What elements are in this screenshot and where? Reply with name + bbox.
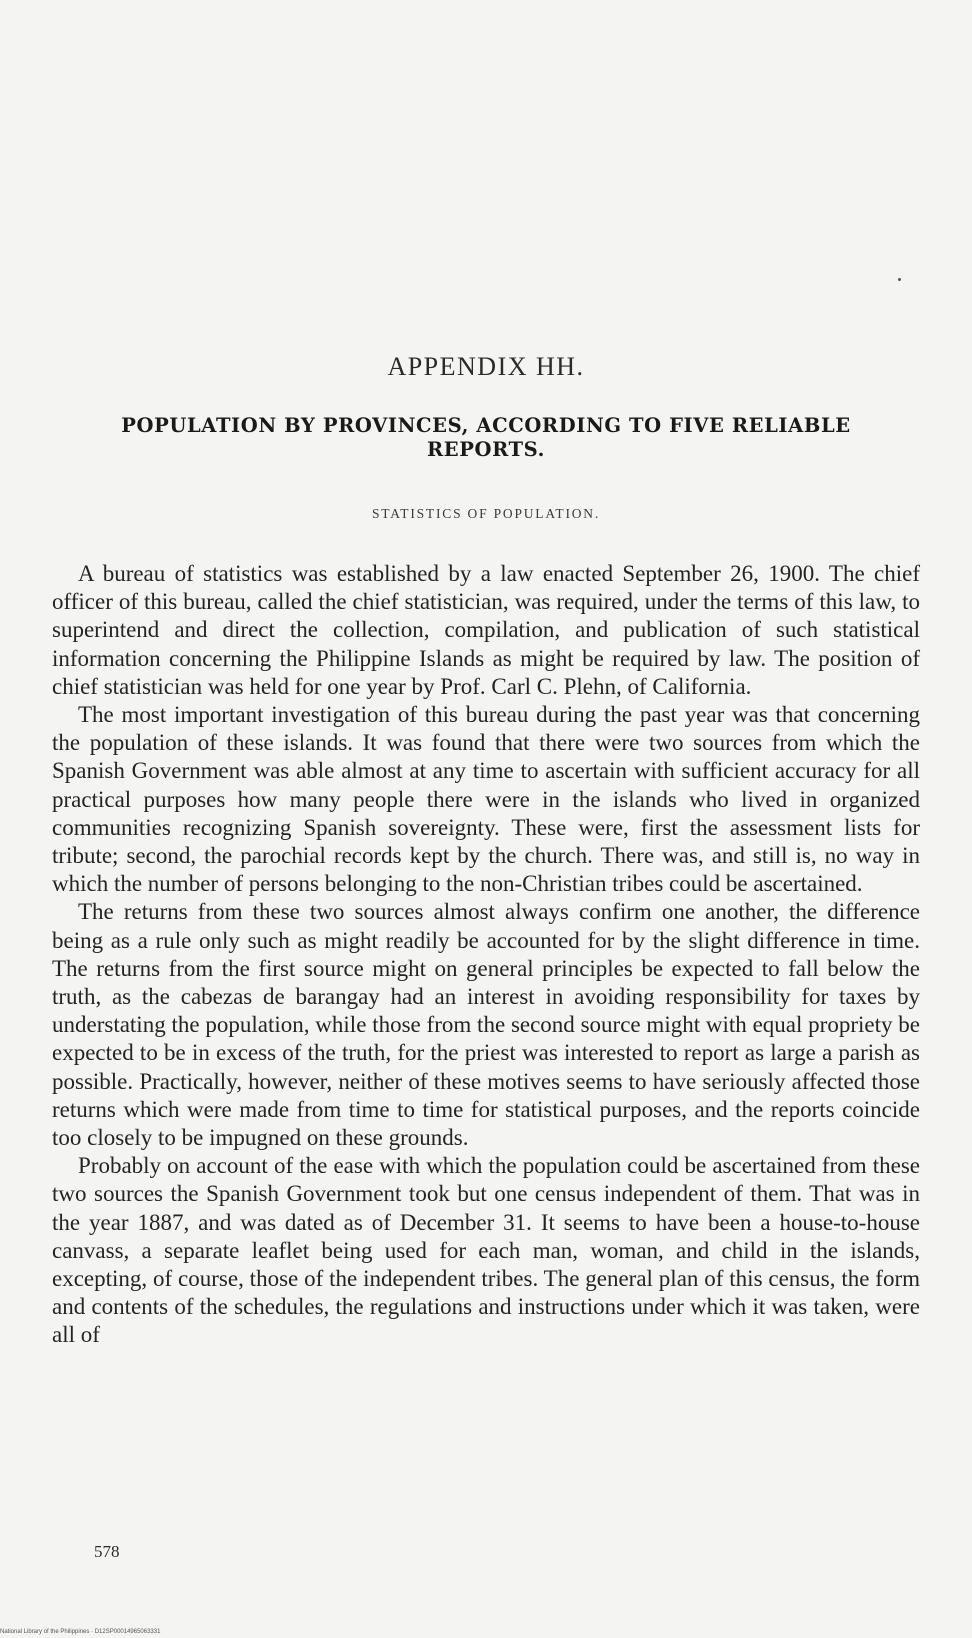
paragraph: The most important investigation of this bureau during the past year was that concerning the population of these islands. It was found that there were two sources from which the Spanish Government was able almost at any time to ascertain with sufficient accuracy for all practical purposes how many people there were in the islands who lived in organized communities recognizing Spanish sovereignty. These were, first the assessment lists for tribute; second, the parochial records kept by the church. There was, and still is, no way in which the number of persons belonging to the non-Christian tribes could be ascertained. — [52, 702, 920, 897]
appendix-title: APPENDIX HH. — [387, 352, 585, 381]
paragraph: A bureau of statistics was established by a law enacted September 26, 1900. The chief officer of this bureau, called the chief statistician, was required, under the terms of this law, to superintend and direct the collection, compilation, and publication of such statistical information concerning the Philippine Islands as might be required by law. The position of chief statistician was held for one year by Prof. Carl C. Plehn, of California. — [52, 561, 920, 699]
sub-heading: STATISTICS OF POPULATION. — [371, 506, 601, 521]
page-number: 578 — [94, 1542, 120, 1561]
main-heading: POPULATION BY PROVINCES, ACCORDING TO FIVE RELIABLE REPORTS. — [121, 414, 851, 461]
paragraph: Probably on account of the ease with which the population could be ascertained from these two sources the Spanish Government took but one census independent of them. That was in the year 1887, and was dated as of December 31. It seems to have been a house-to-house canvass, a separate leaflet being used for each man, woman, and child in the islands, excepting, of course, those of the independent tribes. The general plan of this census, the form and contents of the schedules, the regulations and instructions under which it was taken, were all of — [52, 1153, 920, 1348]
stray-mark — [898, 278, 901, 281]
paragraph: The returns from these two sources almost always confirm one another, the difference being as a rule only such as might readily be accounted for by the slight difference in time. The returns from the first source might on general principles be expected to fall below the truth, as the cabezas de barangay had an interest in avoiding responsibility for taxes by understating the population, while those from the second source might with equal propriety be expected to be in excess of the truth, for the priest was interested to report as large a parish as possible. Practically, however, neither of these motives seems to have seriously affected those returns which were made from time to time for statistical purposes, and the reports coincide too closely to be impugned on these grounds. — [52, 899, 920, 1151]
body-text — [52, 560, 920, 1350]
scan-footer: National Library of the Philippines · D12SP00014965063331 — [0, 1629, 161, 1635]
